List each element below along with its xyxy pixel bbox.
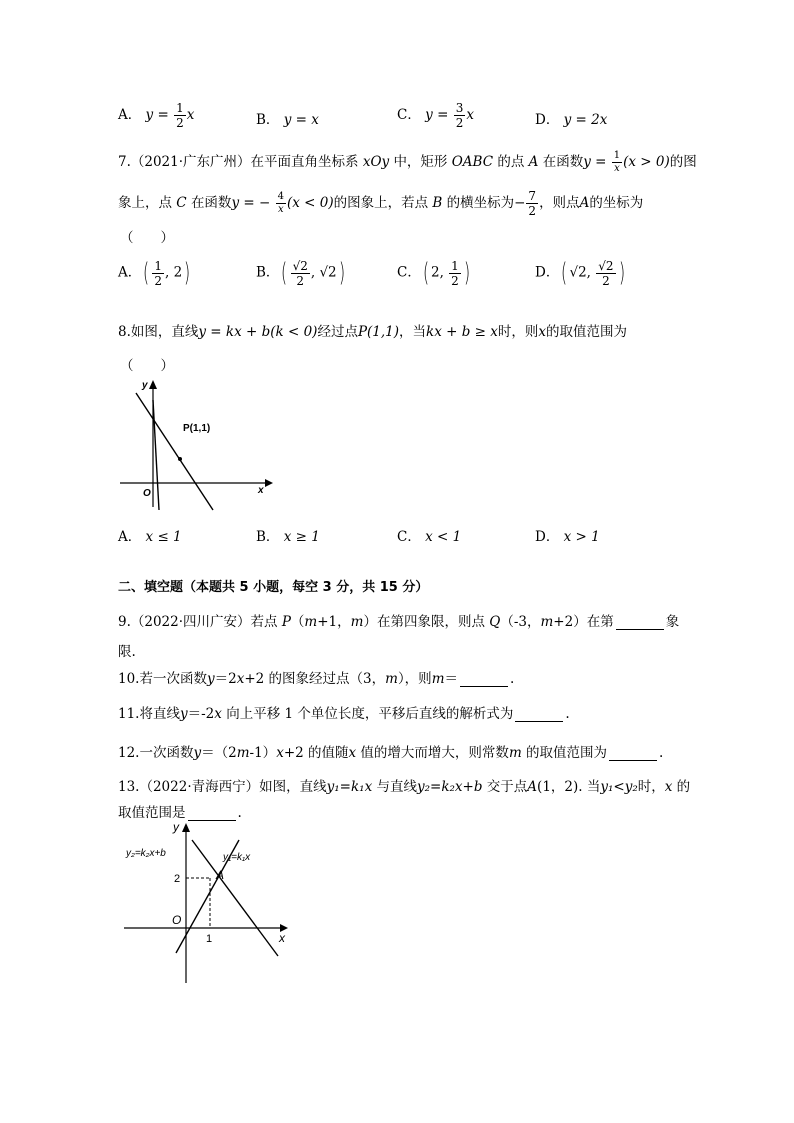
y-axis-label: y (173, 820, 179, 834)
q8-option-d[interactable]: D． x > 1 (535, 529, 600, 545)
fraction: $\frac{√2}{2}$ (292, 258, 308, 288)
q13-stem: 13.（2022·青海西宁）如图，直线y₁=k₁x 与直线y₂=k₂x+b 交于点A(1，2). 当y₁<y₂时，x 的 (118, 779, 691, 795)
answer-blank[interactable] (609, 759, 657, 761)
q6-option-c[interactable]: C． y = $\frac{3}{2}$ x (397, 101, 474, 130)
y-axis-label: y (142, 380, 148, 391)
q7-option-d[interactable]: D．( √2, $\frac{√2}{2}$ ) (535, 258, 625, 288)
line-y2-label: y₂=k₂x+b (126, 848, 166, 859)
q7-line1: 7.（2021·广东广州）在平面直角坐标系 xOy 中，矩形 OABC 的点 A 在函数y = $\frac{1}{x}$ (x > 0)的图 (118, 150, 697, 174)
q6-option-a[interactable]: A． y = $\frac{1}{2}$ x (118, 101, 195, 130)
q9-line2: 限. (118, 644, 136, 660)
line-y1-label: y₁=k₁x (223, 852, 251, 863)
y-axis-arrow (149, 380, 157, 389)
point-a-label: A (216, 868, 225, 882)
x-axis-label: x (279, 931, 285, 945)
q7-option-a[interactable]: A．( $\frac{1}{2}$ , 2) (118, 258, 191, 288)
section-title: 二、填空题（本题共 5 小题，每空 3 分，共 15 分） (118, 580, 429, 595)
fraction: $\frac{1}{2}$ (154, 258, 163, 288)
point-p-label: P(1,1) (183, 423, 211, 434)
fraction: $\frac{1}{x}$ (613, 150, 621, 174)
q8-option-a[interactable]: A． x ≤ 1 (118, 529, 182, 545)
q12-stem: 12.一次函数y＝（2m-1）x+2 的值随x 值的增大而增大，则常数m 的取值范围为 . (118, 745, 664, 761)
fraction: $\frac{1}{2}$ (176, 101, 184, 130)
answer-blank[interactable] (515, 720, 563, 722)
q8-figure (115, 375, 280, 515)
fraction: $\frac{7}{2}$ (528, 189, 537, 218)
q6-option-d[interactable]: D． y = 2x (535, 112, 608, 128)
q8-stem: 8.如图，直线y = kx + b(k < 0)经过点P(1,1)，当kx + b ≥ x时，则x的取值范围为 (118, 324, 628, 340)
q8-option-c[interactable]: C． x < 1 (397, 529, 462, 545)
tick-label-1: 1 (206, 933, 213, 945)
q6-option-b[interactable]: B． y = x (256, 112, 319, 128)
answer-parens: （ ） (120, 230, 174, 246)
fraction: $\frac{1}{2}$ (451, 258, 459, 288)
answer-parens: （ ） (120, 358, 174, 374)
q7-option-c[interactable]: C．( 2, $\frac{1}{2}$ ) (397, 258, 470, 288)
origin-label: O (143, 488, 151, 499)
fraction: $\frac{√2}{2}$ (598, 258, 614, 288)
fraction: $\frac{4}{x}$ (277, 191, 284, 215)
answer-blank[interactable] (616, 628, 664, 630)
fraction: $\frac{3}{2}$ (455, 101, 464, 130)
point-p (178, 457, 182, 461)
y-axis-arrow (182, 823, 190, 832)
x-axis-label: x (258, 485, 264, 496)
answer-blank[interactable] (460, 685, 508, 687)
q8-option-b[interactable]: B． x ≥ 1 (256, 529, 320, 545)
q13-line2: 取值范围是 . (118, 805, 242, 821)
q7-option-b[interactable]: B．( $\frac{√2}{2}$ , √2) (256, 258, 345, 288)
origin-label: O (172, 913, 182, 927)
line-kx-plus-b (153, 400, 159, 510)
x-axis-arrow (265, 479, 273, 487)
q7-line2: 象上，点 C 在函数y = − $\frac{4}{x}$ (x < 0)的图象上，若点 B 的横坐标为− $\frac{7}{2}$ ，则点A的坐标为 (118, 189, 644, 218)
tick-label-2: 2 (174, 873, 181, 885)
q13-figure (120, 818, 300, 988)
q9-stem: 9.（2022·四川广安）若点 P（m+1，m）在第四象限，则点 Q（-3，m+2）在第 象 (118, 614, 680, 630)
q11-stem: 11.将直线y＝-2x 向上平移 1 个单位长度，平移后直线的解析式为 . (118, 706, 570, 722)
q10-stem: 10.若一次函数y＝2x+2 的图象经过点（3，m），则m＝ . (118, 671, 515, 687)
